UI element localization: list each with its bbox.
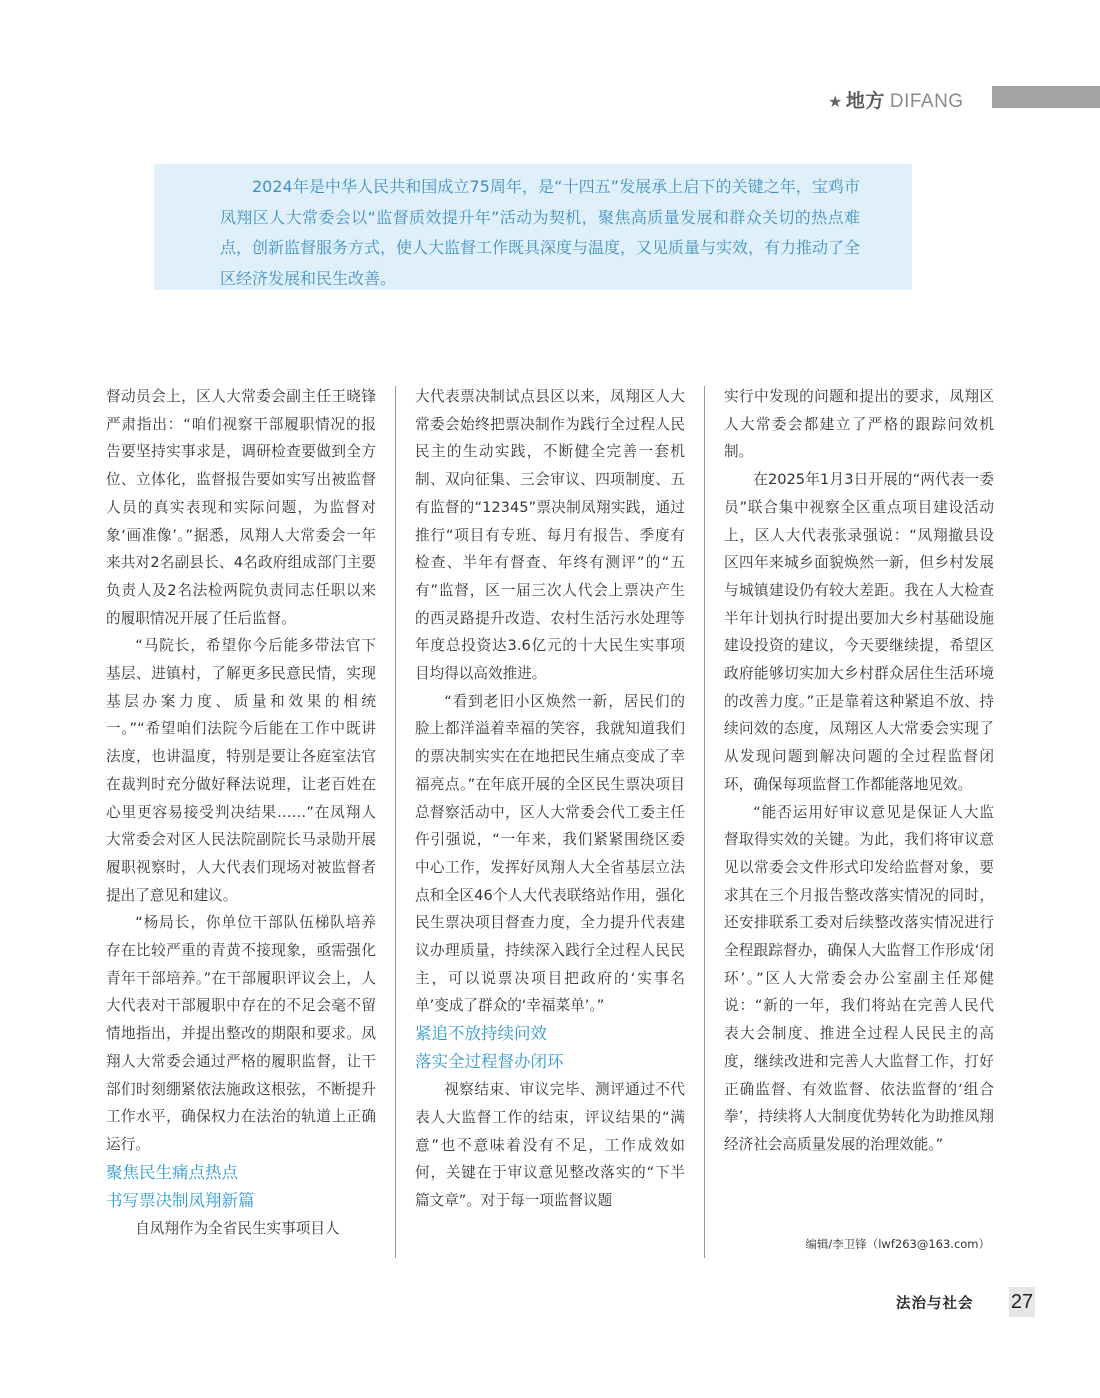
paragraph: “能否运用好审议意见是保证人大监督取得实效的关键。为此，我们将审议意见以常委会文件形式印发给监督对象，要求其在三个月报告整改落实情况的同时，还安排联系工委对后续整改落实情况进行全程跟踪督办，确保人大监督工作形成‘闭环’。”区人大常委会办公室副主任郑健说：“新的一年，我们将站在完善人民代表大会制度、推进全过程人民民主的高度，继续改进和完善人大监督工作，打好正确监督、有效监督、依法监督的‘组合拳’，持续将人大制度优势转化为助推凤翔经济社会高质量发展的治理效能。” (724, 803, 994, 1153)
section-heading: 聚焦民生痛点热点 (106, 1162, 238, 1182)
section-label (828, 86, 964, 113)
paragraph: 大代表票决制试点县区以来，凤翔区人大常委会始终把票决制作为践行全过程人民民主的生动实践，不断健全完善一套机制、双向征集、三会审议、四项制度、五有监督的“12345”票决制凤翔实践，通过推行“项目有专班、每月有报告、季度有检查、半年有督查、年终有测评”的“五有”监督，区一届三次人代会上票决产生的西灵路提升改造、农村生活污水处理等年度总投资达3.6亿元的十大民生实事项目均得以高效推进。 (415, 388, 685, 683)
section-heading: 紧追不放持续问效 (415, 1024, 547, 1044)
paragraph: “马院长，希望你今后能多带法官下基层、进镇村，了解更多民意民情，实现基层办案力度、质量和效果的相统一。”“希望咱们法院今后能在工作中既讲法度，也讲温度，特别是要让各庭室法官在裁判时充分做好释法说理，让老百姓在心里更容易接受判决结果……”在凤翔人大常委会对区人民法院副院长马录勋开展履职视察时，人大代表们现场对被监督者提出了意见和建议。 (106, 637, 376, 904)
paragraph: 在2025年1月3日开展的“两代表一委员”联合集中视察全区重点项目建设活动上，区人大代表张录强说：“凤翔撤县设区四年来城乡面貌焕然一新，但乡村发展与城镇建设仍有较大差距。我在人大检查半年计划执行时提出要加大乡村基础设施建设投资的建议，今天要继续提，希望区政府能够切实加大乡村群众居住生活环境的改善力度。”正是靠着这种紧追不放、持续问效的态度，凤翔区人大常委会实现了从发现问题到解决问题的全过程监督闭环，确保每项监督工作都能落地见效。 (724, 471, 994, 793)
section-heading: 书写票决制凤翔新篇 (106, 1190, 255, 1210)
paragraph: 视察结束、审议完毕、测评通过不代表人大监督工作的结束，评议结果的“满意”也不意味着没有不足，工作成效如何，关键在于审议意见整改落实的“下半篇文章”。对于每一项监督议题 (415, 1081, 685, 1209)
paragraph: “杨局长，你单位干部队伍梯队培养存在比较严重的青黄不接现象，亟需强化青年干部培养。”在干部履职评议会上，人大代表对干部履职中存在的不足会毫不留情地指出，并提出整改的期限和要求。凤翔人大常委会通过严格的履职监督，让干部们时刻绷紧依法施政这根弦，不断提升工作水平，确保权力在法治的轨道上正确运行。 (106, 914, 376, 1153)
article-column-3 (724, 383, 994, 1159)
section-name-en: DIFANG (889, 91, 964, 112)
editor-credit: 编辑/李卫锋（lwf263@163.com） (805, 1237, 990, 1251)
paragraph: “看到老旧小区焕然一新，居民们的脸上都洋溢着幸福的笑容，我就知道我们的票决制实实在在地把民生痛点变成了幸福亮点。”在年底开展的全区民生票决项目总督察活动中，区人大常委会代工委主任仵引强说，“一年来，我们紧紧围绕区委中心工作，发挥好凤翔人大全省基层立法点和全区46个人大代表联络站作用，强化民生票决项目督查力度，全力提升代表建议办理质量，持续深入践行全过程人民民主，可以说票决项目把政府的‘实事名单’变成了群众的‘幸福菜单’。” (415, 692, 685, 1015)
page-number: 27 (1009, 1287, 1035, 1317)
column-divider (704, 386, 705, 1258)
intro-text: 2024年是中华人民共和国成立75周年，是“十四五”发展承上启下的关键之年，宝鸡市凤翔区人大常委会以“监督质效提升年”活动为契机，聚焦高质量发展和群众关切的热点难点，创新监督服务方式，使人大监督工作既具深度与温度，又见质量与实效，有力推动了全区经济发展和民生改善。 (220, 177, 861, 288)
star-icon: ★ (828, 92, 843, 111)
paragraph: 督动员会上，区人大常委会副主任王晓锋严肃指出：“咱们视察干部履职情况的报告要坚持实事求是，调研检查要做到全方位、立体化，监督报告要如实写出被监督人员的真实表现和实际问题，为监督对象‘画准像’。”据悉，凤翔人大常委会一年来共对2名副县长、4名政府组成部门主要负责人及2名法检两院负责同志任职以来的履职情况开展了任后监督。 (106, 388, 376, 627)
magazine-name: 法治与社会 (896, 1296, 974, 1312)
column-divider (395, 386, 396, 1258)
section-heading: 落实全过程督办闭环 (415, 1052, 564, 1072)
paragraph: 自凤翔作为全省民生实事项目人 (135, 1219, 340, 1237)
article-column-1 (106, 383, 376, 1242)
paragraph: 实行中发现的问题和提出的要求，凤翔区人大常委会都建立了严格的跟踪问效机制。 (724, 388, 994, 461)
article-column-2 (415, 383, 685, 1215)
intro-box (154, 164, 912, 290)
section-name-cn: 地方 (845, 90, 885, 112)
header-bar (992, 86, 1100, 108)
